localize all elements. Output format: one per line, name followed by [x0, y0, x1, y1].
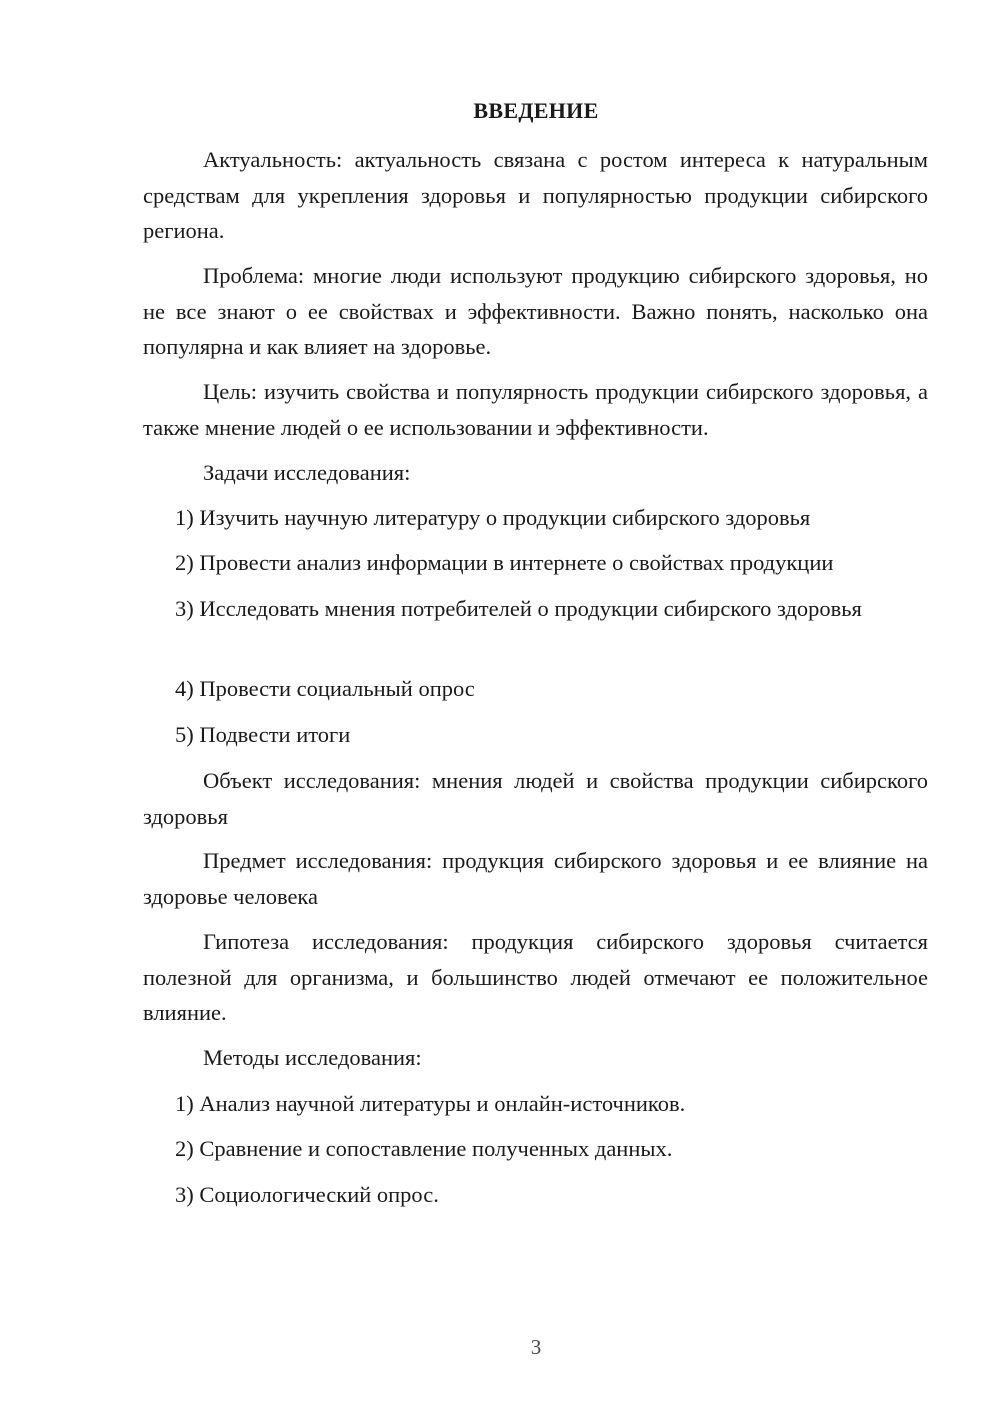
- methods-title: Методы исследования:: [203, 1045, 422, 1070]
- task-item-1: 1) Изучить научную литературу о продукции сибирского здоровья: [175, 505, 811, 530]
- problem-paragraph: Проблема: многие люди используют продукцию сибирского здоровья, но не все знают о ее свойствах и эффективности. Важно понять, насколько она популярна и как влияет на здоровье.: [143, 263, 928, 359]
- relevance-paragraph: Актуальность: актуальность связана с ростом интереса к натуральным средствам для укрепления здоровья и популярностью продукции сибирского региона.: [143, 147, 928, 243]
- page-number: 3: [530, 1335, 542, 1359]
- method-item-1: 1) Анализ научной литературы и онлайн-источников.: [175, 1091, 686, 1116]
- goal-paragraph: Цель: изучить свойства и популярность продукции сибирского здоровья, а также мнение людей о ее использовании и эффективности.: [143, 379, 928, 440]
- task-item-4: 4) Провести социальный опрос: [175, 676, 475, 701]
- object-paragraph: Объект исследования: мнения людей и свойства продукции сибирского здоровья: [143, 768, 928, 829]
- method-item-3: 3) Социологический опрос.: [175, 1182, 439, 1207]
- task-item-2: 2) Провести анализ информации в интернете о свойствах продукции: [175, 550, 834, 575]
- tasks-title: Задачи исследования:: [203, 460, 411, 485]
- task-item-3: 3) Исследовать мнения потребителей о продукции сибирского здоровья: [175, 596, 862, 621]
- section-heading: ВВЕДЕНИЕ: [473, 98, 599, 123]
- task-item-5: 5) Подвести итоги: [175, 722, 351, 747]
- method-item-2: 2) Сравнение и сопоставление полученных данных.: [175, 1136, 673, 1161]
- subject-paragraph: Предмет исследования: продукция сибирского здоровья и ее влияние на здоровье человека: [143, 848, 928, 909]
- hypothesis-paragraph: Гипотеза исследования: продукция сибирского здоровья считается полезной для организма, и большинство людей отмечают ее положительное влияние.: [143, 929, 928, 1025]
